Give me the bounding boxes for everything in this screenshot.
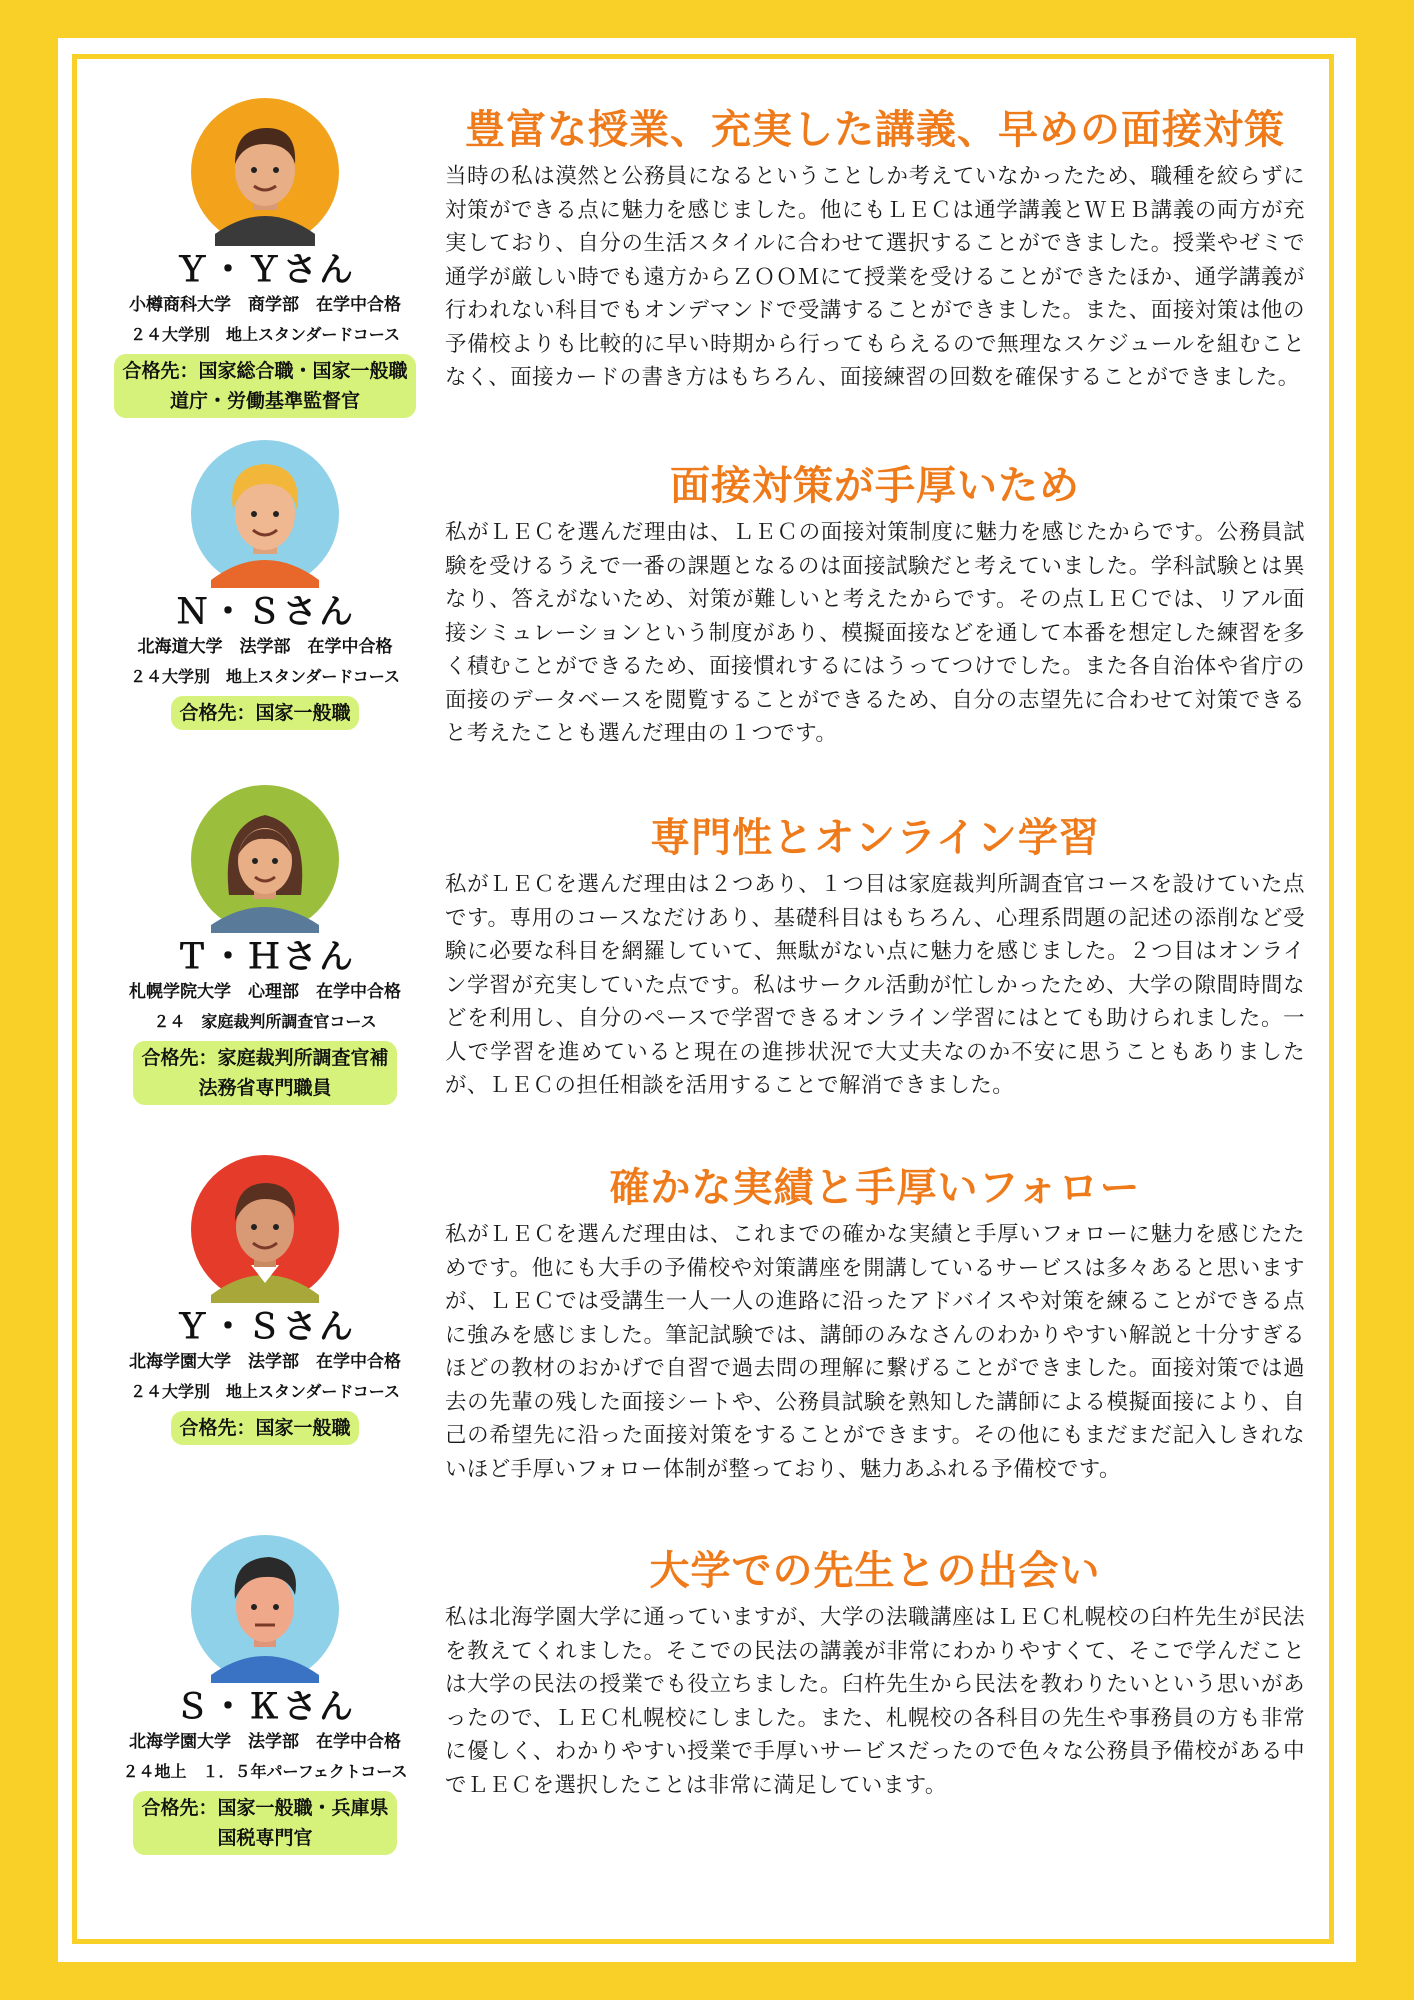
result-line: 合格先：国家一般職 [179,702,351,724]
person-name: Ｔ・Ｈさん [175,937,355,977]
avatar-1 [191,98,339,246]
section-body: 私がＬＥＣを選んだ理由は、これまでの確かな実績と手厚いフォローに魅力を感じたためです。他にも大手の予備校や対策講座を開講しているサービスは多々あると思いますが、ＬＥＣでは受講生一人一人の進路に沿ったアドバイスや対策を練ることができる点に強みを感じました。筆記試験では、講師のみなさんのわかりやすい解説と十分すぎるほどの教材のおかげで自習で過去問の理解に繋げることができました。面接対策では過去の先輩の残した面接シートや、公務員試験を熟知した講師による模擬面接により、自己の希望先に沿った面接対策をすることができます。その他にもまだまだ記入しきれないほど手厚いフォロー体制が整っており、魅力あふれる予備校です。 [445,1222,1305,1482]
course-info: ２４ 家庭裁判所調査官コース [153,1012,377,1031]
section-body: 私がＬＥＣを選んだ理由は、ＬＥＣの面接対策制度に魅力を感じたからです。公務員試験を受けるうえで一番の課題となるのは面接試験だと考えていました。学科試験とは異なり、答えがないため、対策が難しいと考えたからです。その点ＬＥＣでは、リアル面接シミュレーションという制度があり、模擬面接などを通して本番を想定した練習を多く積むことができるため、面接慣れするにはうってつけでした。また各自治体や省庁の面接のデータベースを閲覧することができるため、自分の志望先に合わせて対策できると考えたことも選んだ理由の１つです。 [445,520,1305,746]
result-badge [114,354,415,418]
profile-card-5 [95,1535,435,1855]
section-heading: 豊富な授業、充実した講義、早めの面接対策 [465,107,1285,153]
avatar-3 [191,785,339,933]
section-body: 私がＬＥＣを選んだ理由は２つあり、１つ目は家庭裁判所調査官コースを設けていた点です。専用のコースなだけあり、基礎科目はもちろん、心理系問題の記述の添削など受験に必要な科目を網羅していて、無駄がない点に魅力を感じました。２つ目はオンライン学習が充実していた点です。私はサークル活動が忙しかったため、大学の隙間時間などを利用し、自分のペースで学習できるオンライン学習にはとても助けられました。一人で学習を進めていると現在の進捗状況で大丈夫なのか不安に思うこともありましたが、ＬＥＣの担任相談を活用することで解消できました。 [445,872,1305,1098]
course-info: ２４大学別 地上スタンダードコース [130,667,400,686]
result-line: 国税専門官 [217,1827,313,1849]
testimonial-section-2 [445,460,1305,751]
result-badge [171,696,358,730]
person-name: Ｓ・Ｋさん [175,1687,355,1727]
avatar-2 [191,440,339,588]
result-line: 合格先：国家一般職 [179,1417,351,1439]
result-badge [171,1411,358,1445]
testimonial-section-5 [445,1545,1305,1802]
avatar-5 [191,1535,339,1683]
section-heading: 確かな実績と手厚いフォロー [609,1165,1141,1211]
section-heading: 大学での先生との出会い [649,1548,1101,1594]
person-name: Ｙ・Ｓさん [175,1307,355,1347]
result-line: 合格先：家庭裁判所調査官補 [141,1047,389,1069]
school-info: 北海学園大学 法学部 在学中合格 [129,1732,401,1752]
school-info: 北海学園大学 法学部 在学中合格 [129,1352,401,1372]
avatar-4 [191,1155,339,1303]
result-line: 道庁・労働基準監督官 [169,390,360,412]
course-info: ２４地上 １．５年パーフェクトコース [122,1762,408,1781]
profile-card-1 [95,98,435,418]
section-heading: 専門性とオンライン学習 [650,815,1100,861]
profile-card-2 [95,440,435,730]
testimonial-section-4 [445,1162,1305,1486]
person-name: Ｎ・Ｓさん [175,592,355,632]
result-line: 法務省専門職員 [198,1077,332,1099]
result-line: 合格先：国家一般職・兵庫県 [141,1797,389,1819]
school-info: 小樽商科大学 商学部 在学中合格 [129,295,401,315]
school-info: 北海道大学 法学部 在学中合格 [137,637,393,657]
course-info: ２４大学別 地上スタンダードコース [130,1382,400,1401]
result-badge [133,1791,396,1855]
section-body: 当時の私は漠然と公務員になるということしか考えていなかったため、職種を絞らずに対策ができる点に魅力を感じました。他にもＬＥＣは通学講義とＷＥＢ講義の両方が充実しており、自分の生活スタイルに合わせて選択することができました。授業やゼミで通学が厳しい時でも遠方からＺＯＯＭにて授業を受けることができたほか、通学講義が行われない科目でもオンデマンドで受講することができました。また、面接対策は他の予備校よりも比較的に早い時期から行ってもらえるので無理なスケジュールを組むことなく、面接カードの書き方はもちろん、面接練習の回数を確保することができました。 [445,164,1305,390]
profile-card-4 [95,1155,435,1445]
course-info: ２４大学別 地上スタンダードコース [130,325,400,344]
profile-card-3 [95,785,435,1105]
testimonial-section-3 [445,812,1305,1103]
result-line: 合格先：国家総合職・国家一般職 [122,360,408,382]
testimonial-section-1 [445,104,1305,395]
result-badge [133,1041,396,1105]
section-heading: 面接対策が手厚いため [670,463,1080,509]
person-name: Ｙ・Ｙさん [175,250,355,290]
school-info: 札幌学院大学 心理部 在学中合格 [129,982,401,1002]
section-body: 私は北海学園大学に通っていますが、大学の法職講座はＬＥＣ札幌校の臼杵先生が民法を教えてくれました。そこでの民法の講義が非常にわかりやすくて、そこで学んだことは大学の民法の授業でも役立ちました。臼杵先生から民法を教わりたいという思いがあったので、ＬＥＣ札幌校にしました。また、札幌校の各科目の先生や事務員の方も非常に優しく、わかりやすい授業で手厚いサービスだったので色々な公務員予備校がある中でＬＥＣを選択したことは非常に満足しています。 [445,1605,1305,1798]
